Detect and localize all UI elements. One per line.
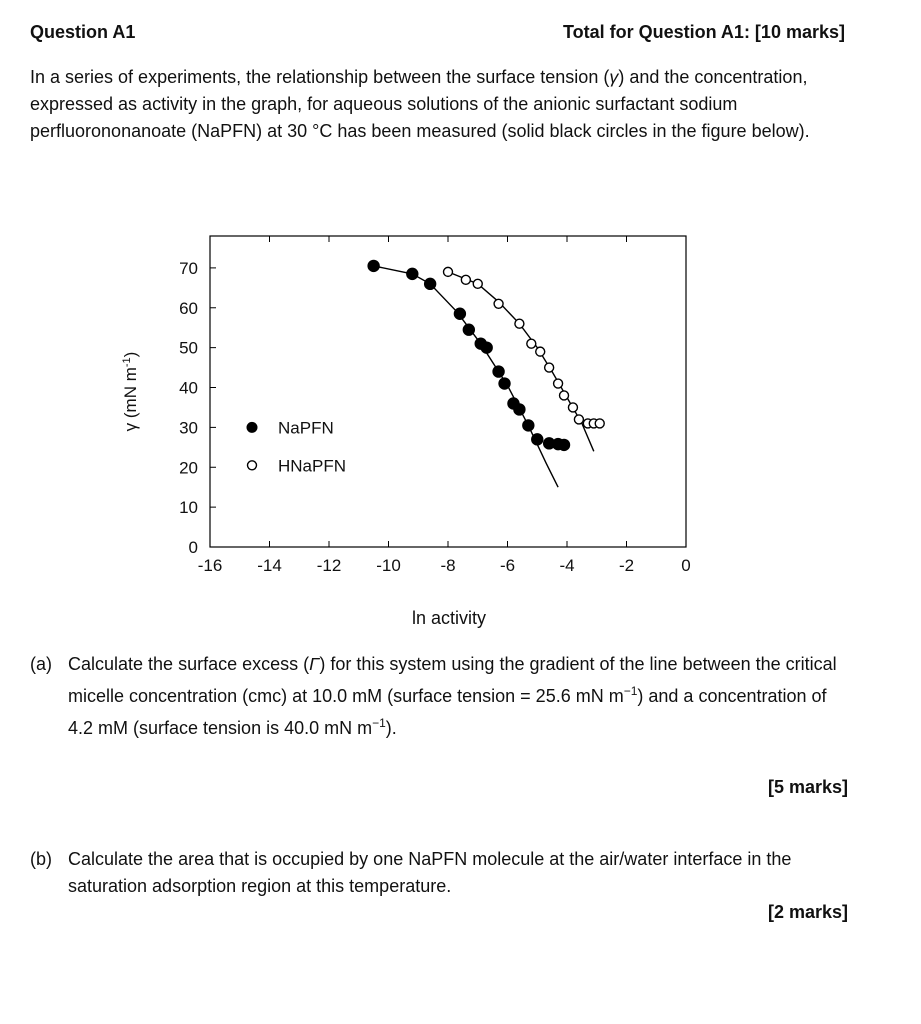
data-point-hnapfn bbox=[515, 319, 524, 328]
y-tick-label: 40 bbox=[179, 378, 198, 398]
legend-marker-napfn bbox=[247, 422, 258, 433]
x-tick-label: -14 bbox=[257, 556, 282, 575]
intro-text-1: In a series of experiments, the relationship between the surface tension ( bbox=[30, 67, 610, 87]
data-point-hnapfn bbox=[560, 391, 569, 400]
data-point-hnapfn bbox=[595, 419, 604, 428]
data-point-hnapfn bbox=[536, 347, 545, 356]
part-a-text-1: Calculate the surface excess ( bbox=[68, 654, 310, 674]
data-point-napfn bbox=[481, 342, 492, 353]
data-point-napfn bbox=[499, 378, 510, 389]
y-tick-label: 70 bbox=[179, 258, 198, 278]
question-heading: Question A1 bbox=[30, 22, 136, 42]
legend-label: HNaPFN bbox=[278, 456, 347, 476]
data-point-napfn bbox=[454, 308, 465, 319]
part-b-marks: [2 marks] bbox=[767, 902, 848, 922]
y-tick-label: 0 bbox=[188, 538, 198, 557]
data-point-hnapfn bbox=[473, 279, 482, 288]
x-tick-label: -16 bbox=[197, 556, 223, 575]
data-point-napfn bbox=[559, 439, 570, 450]
surface-tension-chart bbox=[100, 226, 720, 636]
fit-line-napfn bbox=[374, 266, 558, 487]
data-point-napfn bbox=[523, 420, 534, 431]
data-point-hnapfn bbox=[554, 379, 563, 388]
x-axis-label: ln activity bbox=[411, 608, 487, 628]
legend-marker-hnapfn bbox=[248, 461, 257, 470]
data-point-napfn bbox=[425, 278, 436, 289]
data-point-hnapfn bbox=[461, 275, 470, 284]
y-tick-label: 10 bbox=[179, 498, 198, 518]
x-tick-label: -6 bbox=[499, 556, 516, 575]
fit-line-hnapfn bbox=[448, 272, 594, 451]
part-a-sup-1: −1 bbox=[623, 684, 638, 698]
data-point-napfn bbox=[532, 434, 543, 445]
x-tick-label: -4 bbox=[559, 556, 575, 575]
part-a-marks: [5 marks] bbox=[767, 777, 848, 797]
x-tick-label: -12 bbox=[316, 556, 342, 575]
intro-text-2: ) and the concentration, expressed as activity in the graph, for aqueous solutions of the anionic surfactant sodium perfluorononanoate (NaPFN) at 30 °C has been measured (solid black circles in the figure below). bbox=[30, 67, 810, 141]
part-b-text: Calculate the area that is occupied by one NaPFN molecule at the air/water interface in the saturation adsorption region at this temperature. bbox=[68, 849, 792, 896]
x-tick-label: -10 bbox=[376, 556, 401, 575]
data-point-napfn bbox=[407, 268, 418, 279]
x-tick-label: 0 bbox=[681, 556, 691, 575]
x-tick-label: -2 bbox=[618, 556, 635, 575]
y-tick-label: 60 bbox=[179, 298, 198, 318]
data-point-hnapfn bbox=[545, 363, 554, 372]
data-point-napfn bbox=[493, 366, 504, 377]
data-point-napfn bbox=[368, 260, 379, 271]
part-a-label: (a) bbox=[30, 654, 52, 674]
plot-frame bbox=[210, 236, 686, 547]
data-point-hnapfn bbox=[494, 299, 503, 308]
part-a-text-3: ) and a concentration of 4.2 mM (surface tension is 40.0 mN m bbox=[68, 686, 827, 738]
part-a-text-4: ). bbox=[385, 718, 397, 738]
data-point-hnapfn bbox=[574, 415, 583, 424]
gamma-symbol: γ bbox=[609, 67, 619, 87]
data-point-napfn bbox=[463, 324, 474, 335]
y-axis-label: γ (mN $m^{-1}$) bbox=[121, 351, 140, 432]
part-a-sup-2: −1 bbox=[372, 716, 386, 730]
y-tick-label: 30 bbox=[179, 418, 198, 438]
question-total-marks: Total for Question A1: [10 marks] bbox=[562, 22, 845, 42]
data-point-hnapfn bbox=[568, 403, 577, 412]
gamma-excess-symbol: Γ bbox=[309, 654, 320, 674]
part-a-text-2: ) for this system using the gradient of the line between the critical micelle concentration (cmc) at 10.0 mM (surface tension = 25.6 mN m bbox=[68, 654, 837, 706]
legend-label: NaPFN bbox=[278, 418, 334, 438]
y-tick-label: 50 bbox=[179, 338, 198, 358]
data-point-napfn bbox=[514, 404, 525, 415]
part-b-label: (b) bbox=[30, 849, 52, 869]
x-tick-label: -8 bbox=[440, 556, 456, 575]
part-a-text bbox=[68, 651, 848, 742]
intro-paragraph bbox=[30, 64, 830, 145]
y-tick-label: 20 bbox=[179, 458, 198, 478]
data-point-hnapfn bbox=[527, 339, 536, 348]
data-point-hnapfn bbox=[444, 267, 453, 276]
